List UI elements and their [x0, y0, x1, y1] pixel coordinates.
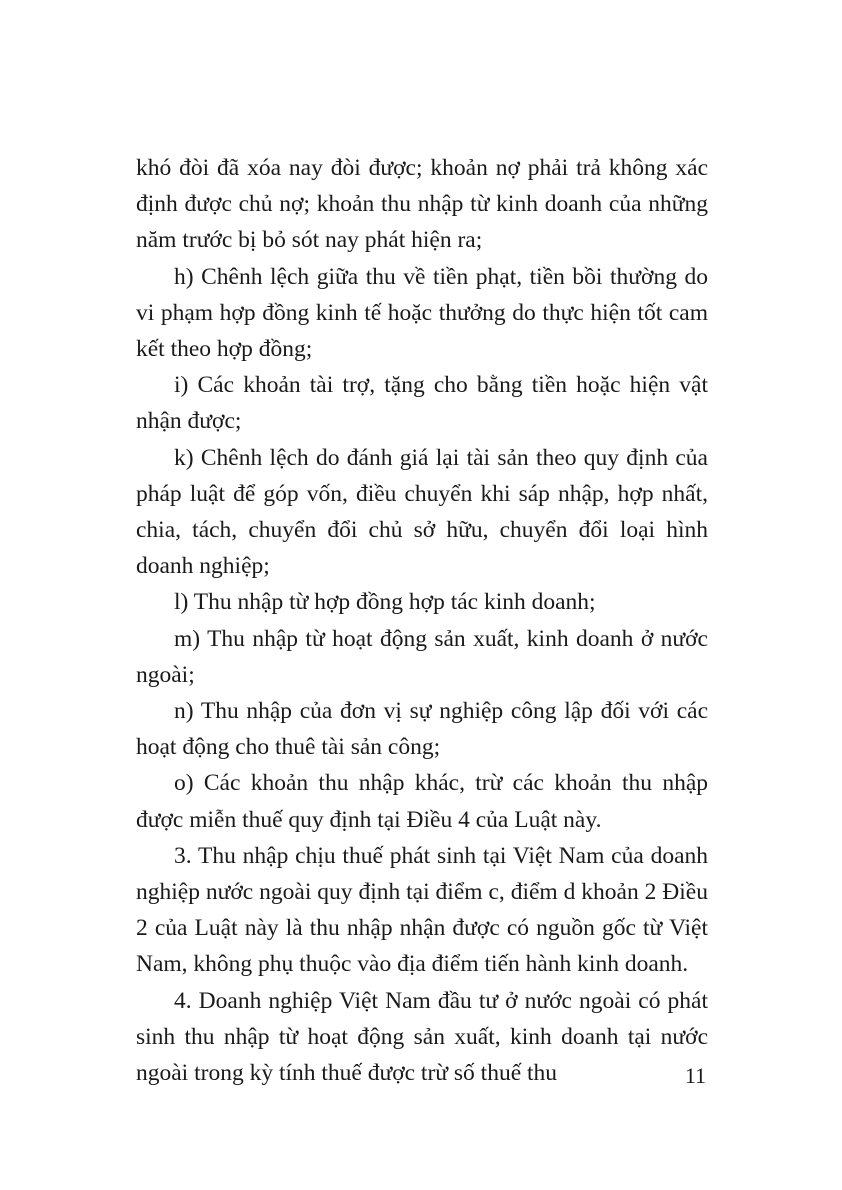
- page-number: 11: [684, 1063, 706, 1088]
- paragraph-item-o: o) Các khoản thu nhập khác, trừ các khoản thu nhập được miễn thuế quy định tại Điều 4 của Luật này.: [136, 770, 708, 833]
- paragraph-item-h: h) Chênh lệch giữa thu về tiền phạt, tiền bồi thường do vi phạm hợp đồng kinh tế hoặc thưởng do thực hiện tốt cam kết theo hợp đồng;: [136, 263, 708, 363]
- paragraph-clause-4: 4. Doanh nghiệp Việt Nam đầu tư ở nước ngoài có phát sinh thu nhập từ hoạt động sản xuất, kinh doanh tại nước ngoài trong kỳ tính thuế được trừ số thuế thu: [136, 987, 708, 1087]
- paragraph-continuation: khó đòi đã xóa nay đòi được; khoản nợ phải trả không xác định được chủ nợ; khoản thu nhập từ kinh doanh của những năm trước bị bỏ sót nay phát hiện ra;: [136, 155, 708, 254]
- paragraph-item-k: k) Chênh lệch do đánh giá lại tài sản theo quy định của pháp luật để góp vốn, điều chuyển khi sáp nhập, hợp nhất, chia, tách, chuyển đổi chủ sở hữu, chuyển đổi loại hình doanh nghiệp;: [136, 444, 708, 580]
- paragraph-clause-3: 3. Thu nhập chịu thuế phát sinh tại Việt Nam của doanh nghiệp nước ngoài quy định tại điểm c, điểm d khoản 2 Điều 2 của Luật này là thu nhập nhận được có nguồn gốc từ Việt Nam, không phụ thuộc vào địa điểm tiến hành kinh doanh.: [136, 842, 708, 978]
- paragraph-item-n: n) Thu nhập của đơn vị sự nghiệp công lập đối với các hoạt động cho thuê tài sản công;: [136, 698, 708, 761]
- body-text-column: [136, 150, 708, 1091]
- paragraph-item-m: m) Thu nhập từ hoạt động sản xuất, kinh doanh ở nước ngoài;: [136, 625, 708, 688]
- paragraph-item-l: l) Thu nhập từ hợp đồng hợp tác kinh doanh;: [174, 589, 596, 616]
- paragraph-item-i: i) Các khoản tài trợ, tặng cho bằng tiền hoặc hiện vật nhận được;: [136, 372, 708, 435]
